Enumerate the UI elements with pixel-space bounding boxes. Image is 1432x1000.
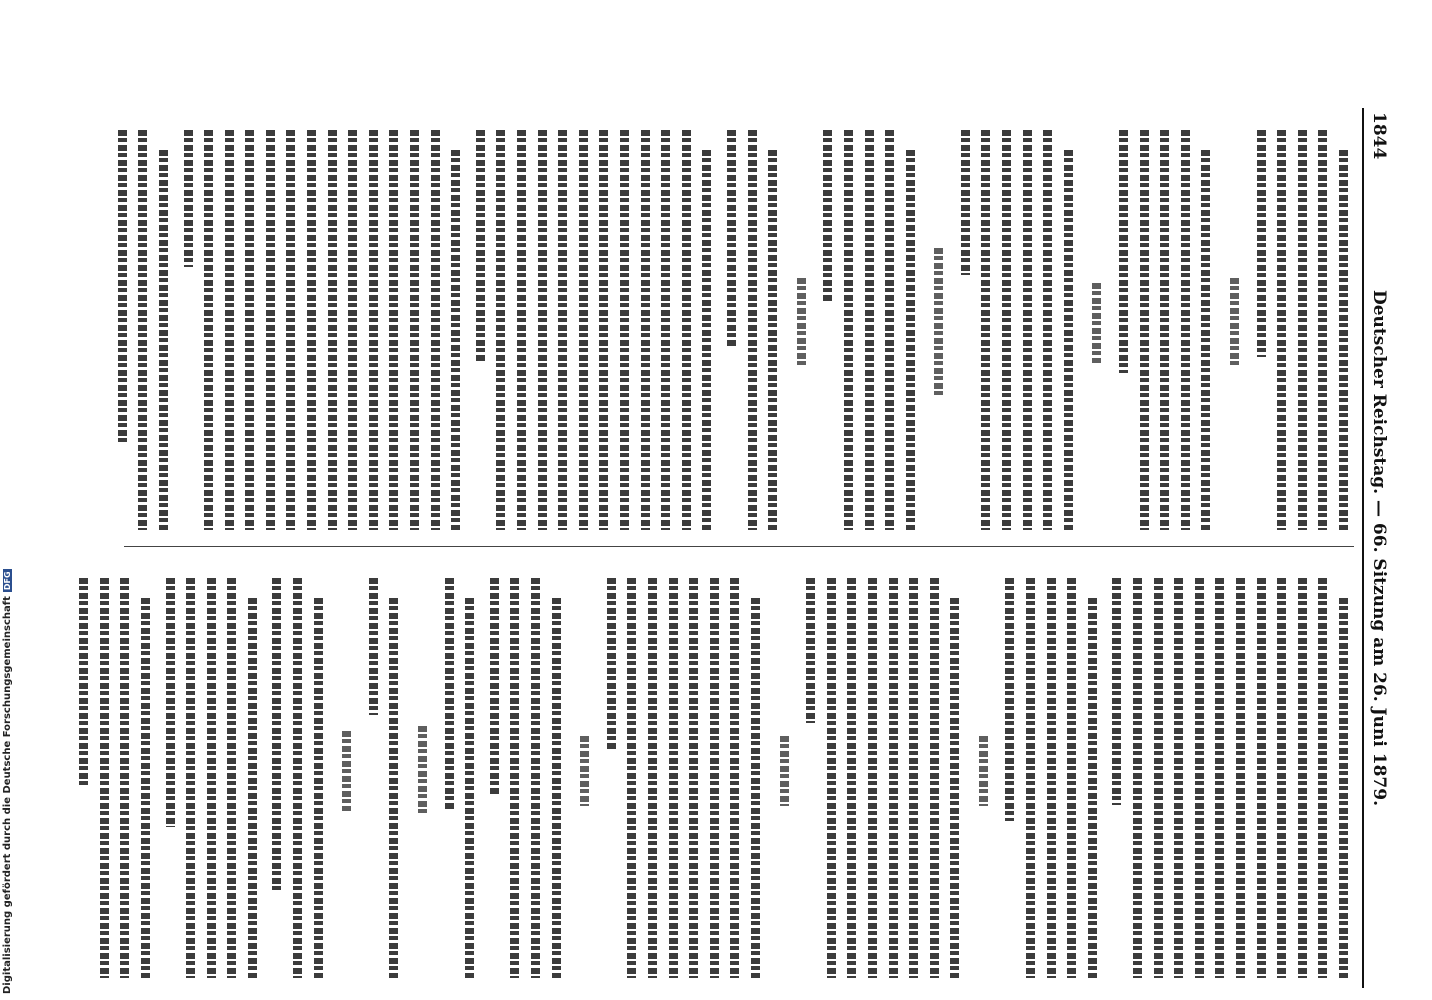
text-line: [446, 112, 467, 534]
text-line: [842, 560, 863, 982]
text-line: [439, 560, 460, 982]
text-line: [1000, 560, 1021, 982]
text-line: [642, 560, 663, 982]
text-line: [1292, 560, 1313, 982]
text-paragraph: [801, 560, 966, 982]
dfg-logo: DFG: [3, 571, 12, 591]
interjection-line: [575, 560, 596, 982]
text-paragraph: [484, 560, 566, 982]
text-line: [460, 560, 481, 982]
text-line: [160, 560, 181, 982]
text-line: [1148, 560, 1169, 982]
text-line: [635, 112, 656, 534]
text-line: [997, 112, 1018, 534]
text-line: [363, 112, 384, 534]
text-line: [219, 112, 240, 534]
text-line: [1292, 112, 1313, 534]
scanned-page: [100, 0, 1400, 1000]
text-line: [1058, 112, 1079, 534]
text-line: [859, 112, 880, 534]
text-paragraph: [1000, 560, 1103, 982]
text-line: [745, 560, 766, 982]
text-line: [201, 560, 222, 982]
page-header: [1362, 108, 1392, 988]
text-line: [763, 112, 784, 534]
text-line: [181, 560, 202, 982]
page-number: 1844: [1369, 112, 1389, 160]
text-line: [1127, 560, 1148, 982]
text-line: [904, 560, 925, 982]
text-line: [525, 560, 546, 982]
text-line: [1038, 112, 1059, 534]
text-line: [384, 112, 405, 534]
text-line: [505, 560, 526, 982]
text-line: [656, 112, 677, 534]
text-paragraph: [74, 560, 156, 982]
text-line: [470, 112, 491, 534]
text-line: [1062, 560, 1083, 982]
text-line: [1210, 560, 1231, 982]
text-line: [1107, 560, 1128, 982]
digitization-strip: [0, 0, 18, 1000]
text-line: [322, 112, 343, 534]
text-line: [697, 112, 718, 534]
text-line: [1175, 112, 1196, 534]
text-line: [945, 560, 966, 982]
text-line: [976, 112, 997, 534]
interjection-line: [973, 560, 994, 982]
text-line: [801, 560, 822, 982]
text-paragraph: [267, 560, 329, 982]
text-line: [260, 112, 281, 534]
text-line: [1155, 112, 1176, 534]
text-line: [1313, 112, 1334, 534]
text-line: [1272, 112, 1293, 534]
text-line: [862, 560, 883, 982]
text-line: [573, 112, 594, 534]
interjection-line: [337, 560, 358, 982]
text-line: [532, 112, 553, 534]
text-line: [281, 112, 302, 534]
text-line: [1134, 112, 1155, 534]
text-line: [343, 112, 364, 534]
text-line: [222, 560, 243, 982]
text-line: [614, 112, 635, 534]
text-line: [178, 112, 199, 534]
page-title: Deutscher Reichstag. — 66. Sitzung am 26. Juni 1879.: [1369, 290, 1389, 806]
text-line: [880, 112, 901, 534]
text-line: [1251, 560, 1272, 982]
text-line: [491, 112, 512, 534]
text-line: [546, 560, 567, 982]
interjection-line: [774, 560, 795, 982]
text-line: [135, 560, 156, 982]
text-line: [484, 560, 505, 982]
text-paragraph: [178, 112, 466, 534]
text-paragraph: [439, 560, 480, 982]
text-line: [1333, 112, 1354, 534]
text-paragraph: [1113, 112, 1216, 534]
text-line: [1082, 560, 1103, 982]
text-line: [302, 112, 323, 534]
text-line: [74, 560, 95, 982]
digitization-note: Digitalisierung gefördert durch die Deutsche ForschungsgemeinschaftDFG: [2, 571, 13, 994]
text-line: [1313, 560, 1334, 982]
text-paragraph: [1251, 112, 1354, 534]
text-paragraph: [1107, 560, 1354, 982]
interjection-line: [1224, 112, 1245, 534]
text-line: [725, 560, 746, 982]
text-line: [955, 112, 976, 534]
interjection-line: [929, 112, 950, 534]
text-line: [1189, 560, 1210, 982]
text-line: [242, 560, 263, 982]
text-line: [818, 112, 839, 534]
text-line: [288, 560, 309, 982]
text-line: [676, 112, 697, 534]
text-line: [883, 560, 904, 982]
text-line: [112, 112, 133, 534]
text-paragraph: [112, 112, 174, 534]
text-line: [267, 560, 288, 982]
text-line: [511, 112, 532, 534]
text-line: [1017, 112, 1038, 534]
text-line: [1196, 112, 1217, 534]
text-line: [240, 112, 261, 534]
interjection-line: [412, 560, 433, 982]
text-line: [384, 560, 405, 982]
text-column-right: [70, 560, 1354, 982]
text-line: [1251, 112, 1272, 534]
text-line: [425, 112, 446, 534]
column-divider: [124, 546, 1354, 547]
text-line: [704, 560, 725, 982]
text-line: [594, 112, 615, 534]
text-line: [153, 112, 174, 534]
text-line: [721, 112, 742, 534]
text-line: [684, 560, 705, 982]
text-line: [601, 560, 622, 982]
text-line: [622, 560, 643, 982]
text-line: [94, 560, 115, 982]
text-line: [404, 112, 425, 534]
text-line: [663, 560, 684, 982]
text-line: [924, 560, 945, 982]
text-line: [1041, 560, 1062, 982]
text-paragraph: [363, 560, 404, 982]
text-paragraph: [470, 112, 717, 534]
text-line: [115, 560, 136, 982]
interjection-line: [791, 112, 812, 534]
text-line: [742, 112, 763, 534]
text-paragraph: [955, 112, 1079, 534]
text-line: [821, 560, 842, 982]
text-line: [308, 560, 329, 982]
text-paragraph: [601, 560, 766, 982]
text-line: [1230, 560, 1251, 982]
text-line: [1272, 560, 1293, 982]
text-line: [838, 112, 859, 534]
text-line: [1169, 560, 1190, 982]
text-line: [199, 112, 220, 534]
text-paragraph: [160, 560, 263, 982]
text-paragraph: [818, 112, 921, 534]
text-line: [363, 560, 384, 982]
text-line: [553, 112, 574, 534]
text-line: [900, 112, 921, 534]
text-paragraph: [721, 112, 783, 534]
text-line: [1333, 560, 1354, 982]
text-line: [133, 112, 154, 534]
text-line: [1021, 560, 1042, 982]
interjection-line: [1087, 112, 1108, 534]
text-column-left: [108, 112, 1354, 534]
text-line: [1113, 112, 1134, 534]
